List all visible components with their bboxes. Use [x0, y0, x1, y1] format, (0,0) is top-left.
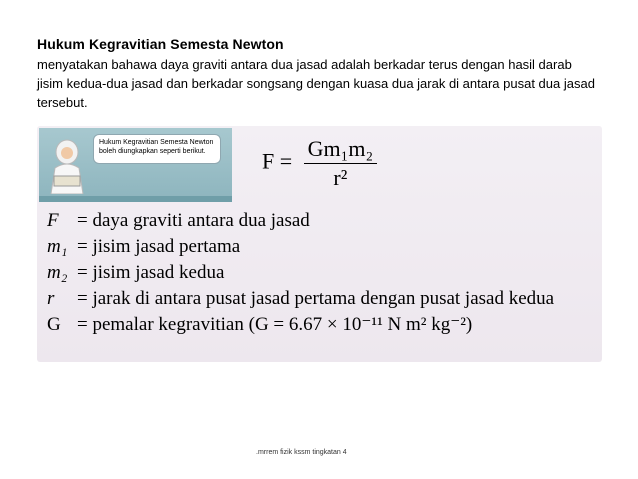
definition-text: = jisim jasad kedua	[77, 262, 225, 283]
illustration-inset	[39, 128, 232, 202]
formula-fraction	[304, 136, 377, 191]
definition-symbol: F	[47, 210, 59, 231]
definition-row	[47, 208, 554, 234]
speech-bubble	[93, 134, 221, 164]
student-reading-icon	[45, 138, 89, 194]
slide-footer: .mrrem fizik kssm tingkatan 4	[256, 449, 347, 456]
formula-denominator: r²	[333, 165, 348, 190]
definition-row	[47, 286, 554, 312]
slide-description: menyatakan bahawa daya graviti antara dua jasad adalah berkadar terus dengan hasil darab jisim kedua-dua jasad dan berkadar songsang dengan kuasa dua jarak di antara pusat dua jasad tersebut.	[37, 57, 595, 110]
formula-numerator: Gm₁m₂	[304, 136, 377, 164]
definition-symbol: G	[47, 314, 61, 335]
definition-row	[47, 312, 554, 338]
definition-row	[47, 260, 554, 286]
gravitation-formula	[262, 136, 377, 191]
formula-lhs: F =	[262, 148, 293, 174]
textbook-image	[37, 126, 602, 362]
definition-text: = daya graviti antara dua jasad	[77, 210, 310, 231]
definition-symbol: r	[47, 288, 55, 309]
definition-symbol: m₁	[47, 236, 68, 257]
definition-text: = jisim jasad pertama	[77, 236, 241, 257]
definition-symbol: m₂	[47, 262, 68, 283]
definition-text: = pemalar kegravitian (G = 6.67 × 10⁻¹¹ N m² kg⁻²)	[77, 314, 473, 335]
definition-text: = jarak di antara pusat jasad pertama dengan pusat jasad kedua	[77, 288, 555, 309]
symbol-definitions	[47, 208, 554, 338]
bubble-line-1: Hukum Kegravitian Semesta Newton	[99, 139, 214, 146]
slide-title: Hukum Kegravitian Semesta Newton	[37, 36, 284, 52]
definition-row	[47, 234, 554, 260]
bubble-line-2: boleh diungkapkan seperti berikut.	[99, 148, 206, 155]
